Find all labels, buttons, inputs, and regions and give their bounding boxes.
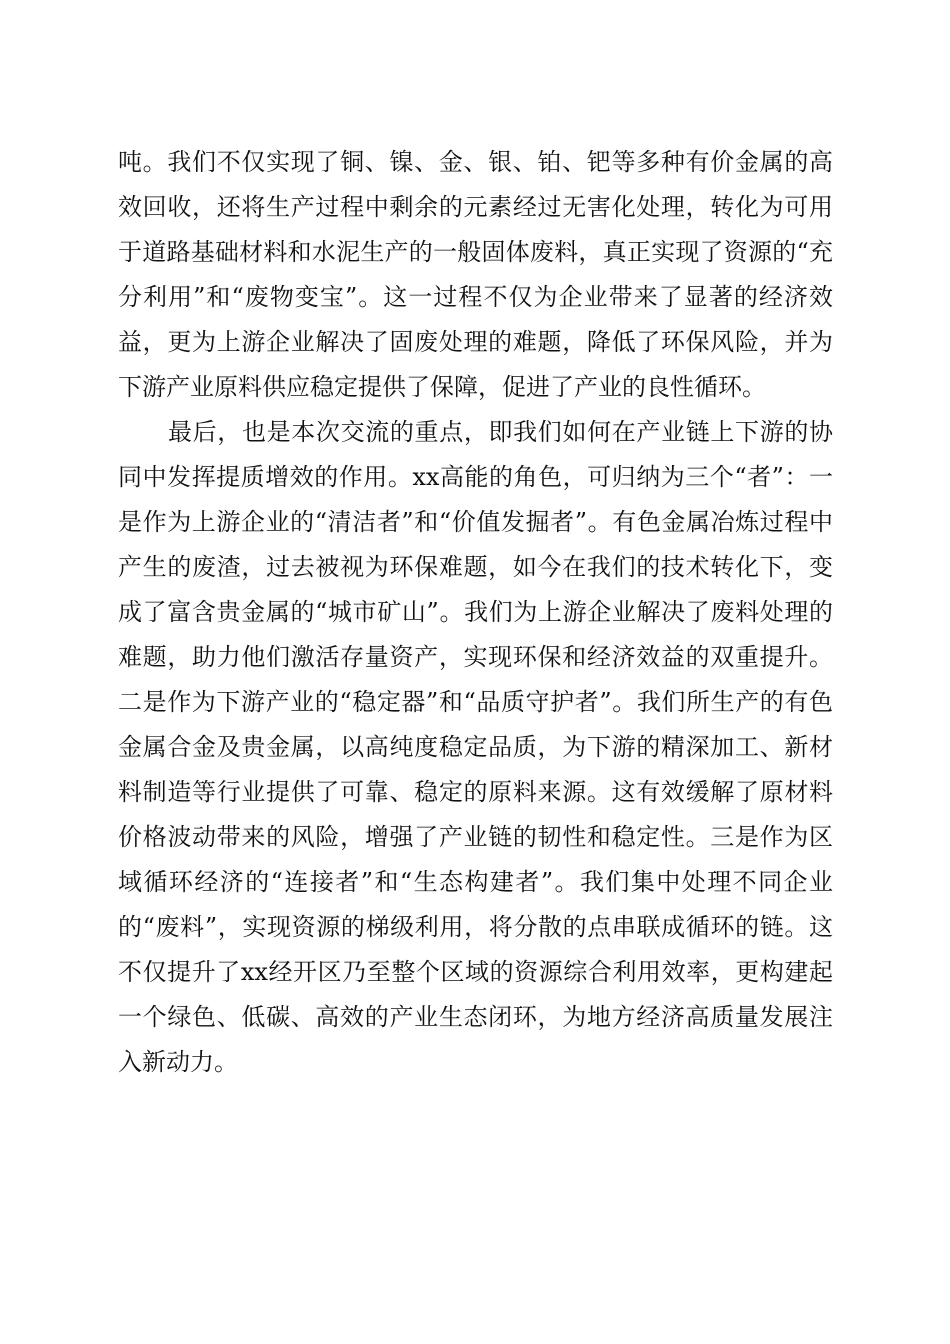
paragraph-1: 吨。我们不仅实现了铜、镍、金、银、铂、钯等多种有价金属的高效回收，还将生产过程中剩余的元素经过无害化处理，转化为可用于道路基础材料和水泥生产的一般固体废料，真正实现了资源的“充分利用”和“废物变宝”。这一过程不仅为企业带来了显著的经济效益，更为上游企业解决了固废处理的难题，降低了环保风险，并为下游产业原料供应稳定提供了保障，促进了产业的良性循环。 (118, 148, 833, 401)
paragraph-2: 最后，也是本次交流的重点，即我们如何在产业链上下游的协同中发挥提质增效的作用。xx高能的角色，可归纳为三个“者”：一是作为上游企业的“清洁者”和“价值发掘者”。有色金属冶炼过程中产生的废渣，过去被视为环保难题，如今在我们的技术转化下，变成了富含贵金属的“城市矿山”。我们为上游企业解决了废料处理的难题，助力他们激活存量资产，实现环保和经济效益的双重提升。二是作为下游产业的“稳定器”和“品质守护者”。我们所生产的有色金属合金及贵金属，以高纯度稳定品质，为下游的精深加工、新材料制造等行业提供了可靠、稳定的原料来源。这有效缓解了原材料价格波动带来的风险，增强了产业链的韧性和稳定性。三是作为区域循环经济的“连接者”和“生态构建者”。我们集中处理不同企业的“废料”，实现资源的梯级利用，将分散的点串联成循环的链。这不仅提升了xx经开区乃至整个区域的资源综合利用效率，更构建起一个绿色、低碳、高效的产业生态闭环，为地方经济高质量发展注入新动力。 (118, 418, 833, 1076)
body-text (118, 140, 833, 1085)
